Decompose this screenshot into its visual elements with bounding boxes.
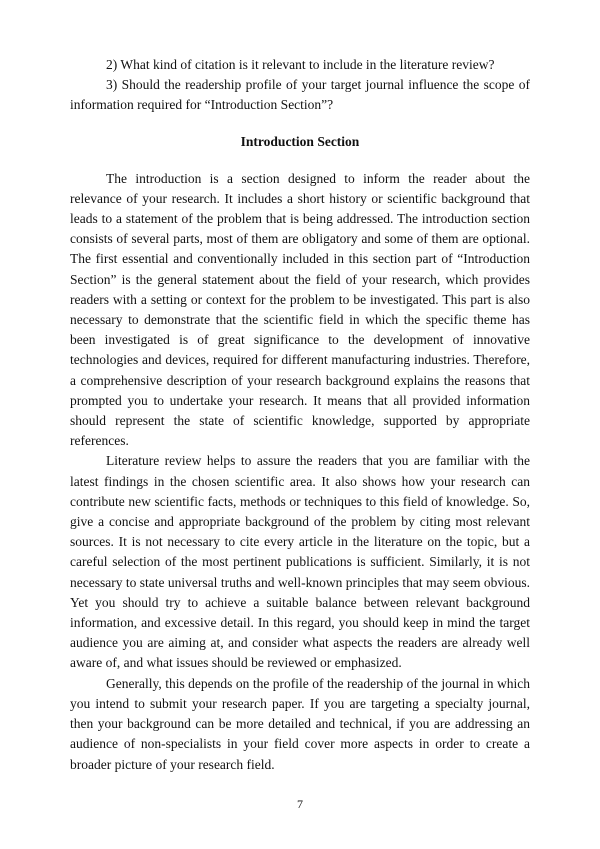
paragraph-literature-review: Literature review helps to assure the readers that you are familiar with the latest findings in the chosen scientific area. It also shows how your research can contribute new scientific facts, methods or techniques to this field of knowledge. So, give a concise and appropriate background of the problem by citing most relevant sources. It is not necessary to cite every article in the literature on the topic, but a careful selection of the most pertinent publications is sufficient. Similarly, it is not necessary to state universal truths and well-known principles that may seem obvious. Yet you should try to achieve a suitable balance between relevant background information, and excessive detail. In this regard, you should keep in mind the target audience you are aiming at, and consider what aspects the readers are already well aware of, and what issues should be reviewed or emphasized. [70,453,530,671]
section-heading: Introduction Section [240,133,360,149]
page-number: 7 [297,797,303,811]
question-3: 3) Should the readership profile of your target journal influence the scope of information required for “Introduction Section”? [70,77,530,113]
question-2: 2) What kind of citation is it relevant to include in the literature review? [106,57,495,72]
paragraph-readership: Generally, this depends on the profile of the readership of the journal in which you intend to submit your research paper. If you are targeting a specialty journal, then your background can be more detailed and technical, if you are addressing an audience of non-specialists in your field cover more aspects in order to create a broader picture of your research field. [70,675,530,772]
document-page [70,55,530,775]
paragraph-introduction: The introduction is a section designed to inform the reader about the relevance of your research. It includes a short history or scientific background that leads to a statement of the problem that is being addressed. The introduction section consists of several parts, most of them are obligatory and some of them are optional. The first essential and conventionally included in this section part of “Introduction Section” is the general statement about the field of your research, which provides readers with a setting or context for the problem to be investigated. This part is also necessary to demonstrate that the scientific field in which the specific theme has been investigated is of great significance to the development of innovative technologies and devices, required for different manufacturing industries. Therefore, a comprehensive description of your research background explains the reasons that prompted you to undertake your research. It means that all provided information should represent the state of scientific knowledge, supported by appropriate references. [70,170,530,449]
